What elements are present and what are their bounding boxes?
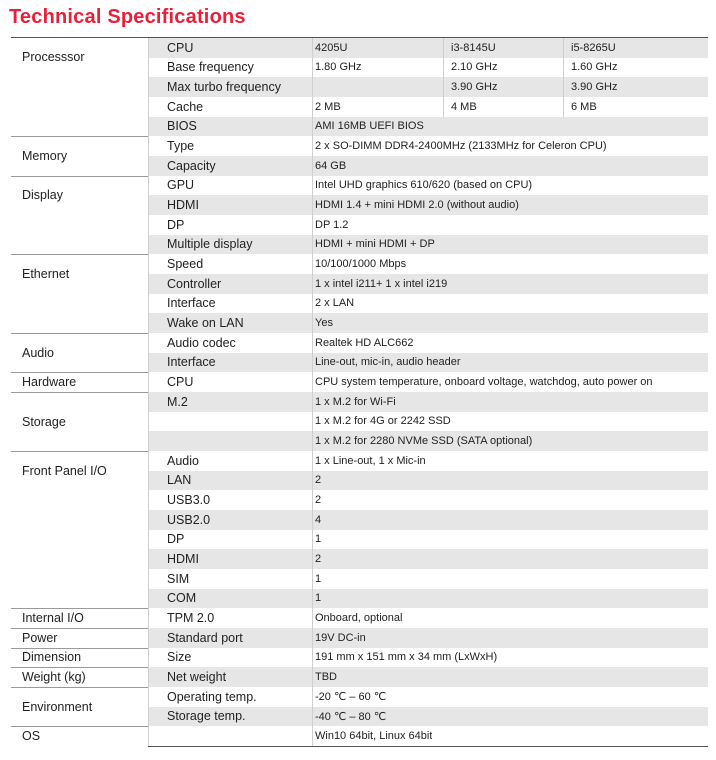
spec-value: 1 x Line-out, 1 x Mic-in [315,454,426,467]
spec-value: 191 mm x 151 mm x 34 mm (LxWxH) [315,651,498,664]
spec-value: 1 x M.2 for 4G or 2242 SSD [315,415,451,428]
spec-label: Controller [167,276,222,291]
page-title: Technical Specifications [9,6,246,28]
category-label: Front Panel I/O [22,463,107,478]
column-divider [148,195,149,215]
spec-value: Yes [315,317,333,330]
category-cell [11,451,148,609]
spec-value: 19V DC-in [315,631,366,644]
column-divider [148,215,149,235]
column-divider [148,392,149,412]
category-cell [11,726,148,747]
spec-label: COM [167,591,197,606]
spec-value: TBD [315,671,337,684]
spec-label: Size [167,650,192,665]
spec-label [167,431,297,451]
spec-label: Storage temp. [167,709,246,724]
category-label: Storage [22,414,66,429]
spec-value: 64 GB [315,159,347,172]
spec-label: DP [167,217,185,232]
category-cell [11,254,148,334]
spec-label: Operating temp. [167,689,257,704]
spec-value: HDMI + mini HDMI + DP [315,238,435,251]
spec-label: Wake on LAN [167,316,244,331]
column-divider [148,628,149,648]
spec-label: DP [167,532,185,547]
column-divider [148,431,149,451]
spec-value: 1 x M.2 for 2280 NVMe SSD (SATA optional) [315,435,533,448]
spec-label [167,726,297,746]
category-cell [11,628,148,649]
category-cell [11,608,148,629]
spec-label: HDMI [167,552,199,567]
spec-value: 4 [315,513,322,526]
category-label: Processsor [22,49,85,64]
spec-cell: i3-8145U [451,41,496,54]
spec-value: DP 1.2 [315,218,349,231]
spec-cell: 2.10 GHz [451,61,498,74]
column-divider [148,77,149,97]
spec-label: Speed [167,257,204,272]
category-label: Internal I/O [22,611,84,626]
column-divider [148,726,149,746]
spec-cell [313,77,445,97]
category-cell [11,136,148,176]
spec-value: CPU system temperature, onboard voltage, watchdog, auto power on [315,376,653,389]
column-divider [148,490,149,510]
category-label: Environment [22,699,93,714]
spec-value: Onboard, optional [315,612,403,625]
column-divider [148,510,149,530]
spec-value: Realtek HD ALC662 [315,336,414,349]
spec-value: 2 [315,553,322,566]
column-divider [148,274,149,294]
spec-label [167,412,297,432]
category-cell [11,38,148,136]
column-divider [148,687,149,707]
category-label: Ethernet [22,267,70,282]
spec-label: HDMI [167,198,199,213]
column-divider [148,58,149,78]
column-divider [148,589,149,609]
spec-label: SIM [167,571,190,586]
column-divider [148,667,149,687]
spec-cell: 4205U [315,41,348,54]
column-divider [148,97,149,117]
spec-value: 1 [315,592,322,605]
spec-label: USB3.0 [167,493,211,508]
spec-cell: 1.60 GHz [571,61,618,74]
spec-value: 1 x intel i211+ 1 x intel i219 [315,277,448,290]
spec-cell: 1.80 GHz [315,61,362,74]
spec-value: 2 [315,494,322,507]
category-label: Dimension [22,650,82,665]
category-cell [11,176,148,256]
spec-label: Interface [167,355,216,370]
spec-value: Win10 64bit, Linux 64bit [315,730,433,743]
column-divider [148,608,149,628]
category-label: OS [22,729,41,744]
spec-value: -40 ℃ – 80 ℃ [315,710,387,723]
spec-value: 2 x LAN [315,297,355,310]
category-label: Hardware [22,375,77,390]
spec-value: 1 x M.2 for Wi-Fi [315,395,396,408]
spec-value: 10/100/1000 Mbps [315,258,407,271]
column-divider [148,156,149,176]
spec-value: 1 [315,572,322,585]
category-label: Audio [22,345,54,360]
column-divider [148,648,149,668]
spec-label: Audio [167,453,199,468]
spec-label: Base frequency [167,60,254,75]
spec-label: Max turbo frequency [167,80,281,95]
column-divider [148,235,149,255]
spec-label: CPU [167,375,194,390]
spec-cell: 3.90 GHz [571,81,618,94]
category-cell [11,648,148,669]
spec-value: AMI 16MB UEFI BIOS [315,120,424,133]
spec-label: BIOS [167,119,197,134]
category-label: Power [22,630,58,645]
category-label: Weight (kg) [22,670,86,685]
column-divider [148,530,149,550]
spec-value: -20 ℃ – 60 ℃ [315,691,387,704]
column-divider [148,38,149,58]
spec-value: Intel UHD graphics 610/620 (based on CPU) [315,179,533,192]
spec-label: M.2 [167,394,188,409]
spec-label: Capacity [167,158,216,173]
column-divider [148,313,149,333]
spec-label: Type [167,139,195,154]
spec-cell: 4 MB [451,100,477,113]
column-divider [148,353,149,373]
category-cell [11,392,148,452]
column-divider [148,117,149,137]
spec-label: CPU [167,40,194,55]
column-divider [148,707,149,727]
spec-cell: 3.90 GHz [451,81,498,94]
category-cell [11,372,148,393]
column-divider [148,549,149,569]
spec-label: TPM 2.0 [167,611,215,626]
column-divider [148,372,149,392]
spec-value: Line-out, mic-in, audio header [315,356,461,369]
spec-value: 1 [315,533,322,546]
spec-cell: 2 MB [315,100,341,113]
spec-label: GPU [167,178,195,193]
category-cell [11,333,148,373]
spec-label: Interface [167,296,216,311]
column-divider [148,333,149,353]
spec-label: LAN [167,473,192,488]
spec-value: 2 [315,474,322,487]
spec-cell: i5-8265U [571,41,616,54]
spec-label: Standard port [167,630,243,645]
category-cell [11,687,148,727]
spec-label: USB2.0 [167,512,211,527]
column-divider [148,176,149,196]
spec-label: Cache [167,99,204,114]
column-divider [148,136,149,156]
column-divider [148,451,149,471]
category-label: Memory [22,148,68,163]
category-cell [11,667,148,688]
column-divider [148,569,149,589]
spec-value: 2 x SO-DIMM DDR4-2400MHz (2133MHz for Celeron CPU) [315,140,607,153]
column-divider [148,294,149,314]
spec-label: Audio codec [167,335,236,350]
category-label: Display [22,188,63,203]
spec-label: Multiple display [167,237,253,252]
spec-cell: 6 MB [571,100,597,113]
column-divider [148,412,149,432]
spec-label: Net weight [167,670,227,685]
column-divider [148,254,149,274]
spec-value: HDMI 1.4 + mini HDMI 2.0 (without audio) [315,199,519,212]
column-divider [148,471,149,491]
spec-table [11,37,708,747]
